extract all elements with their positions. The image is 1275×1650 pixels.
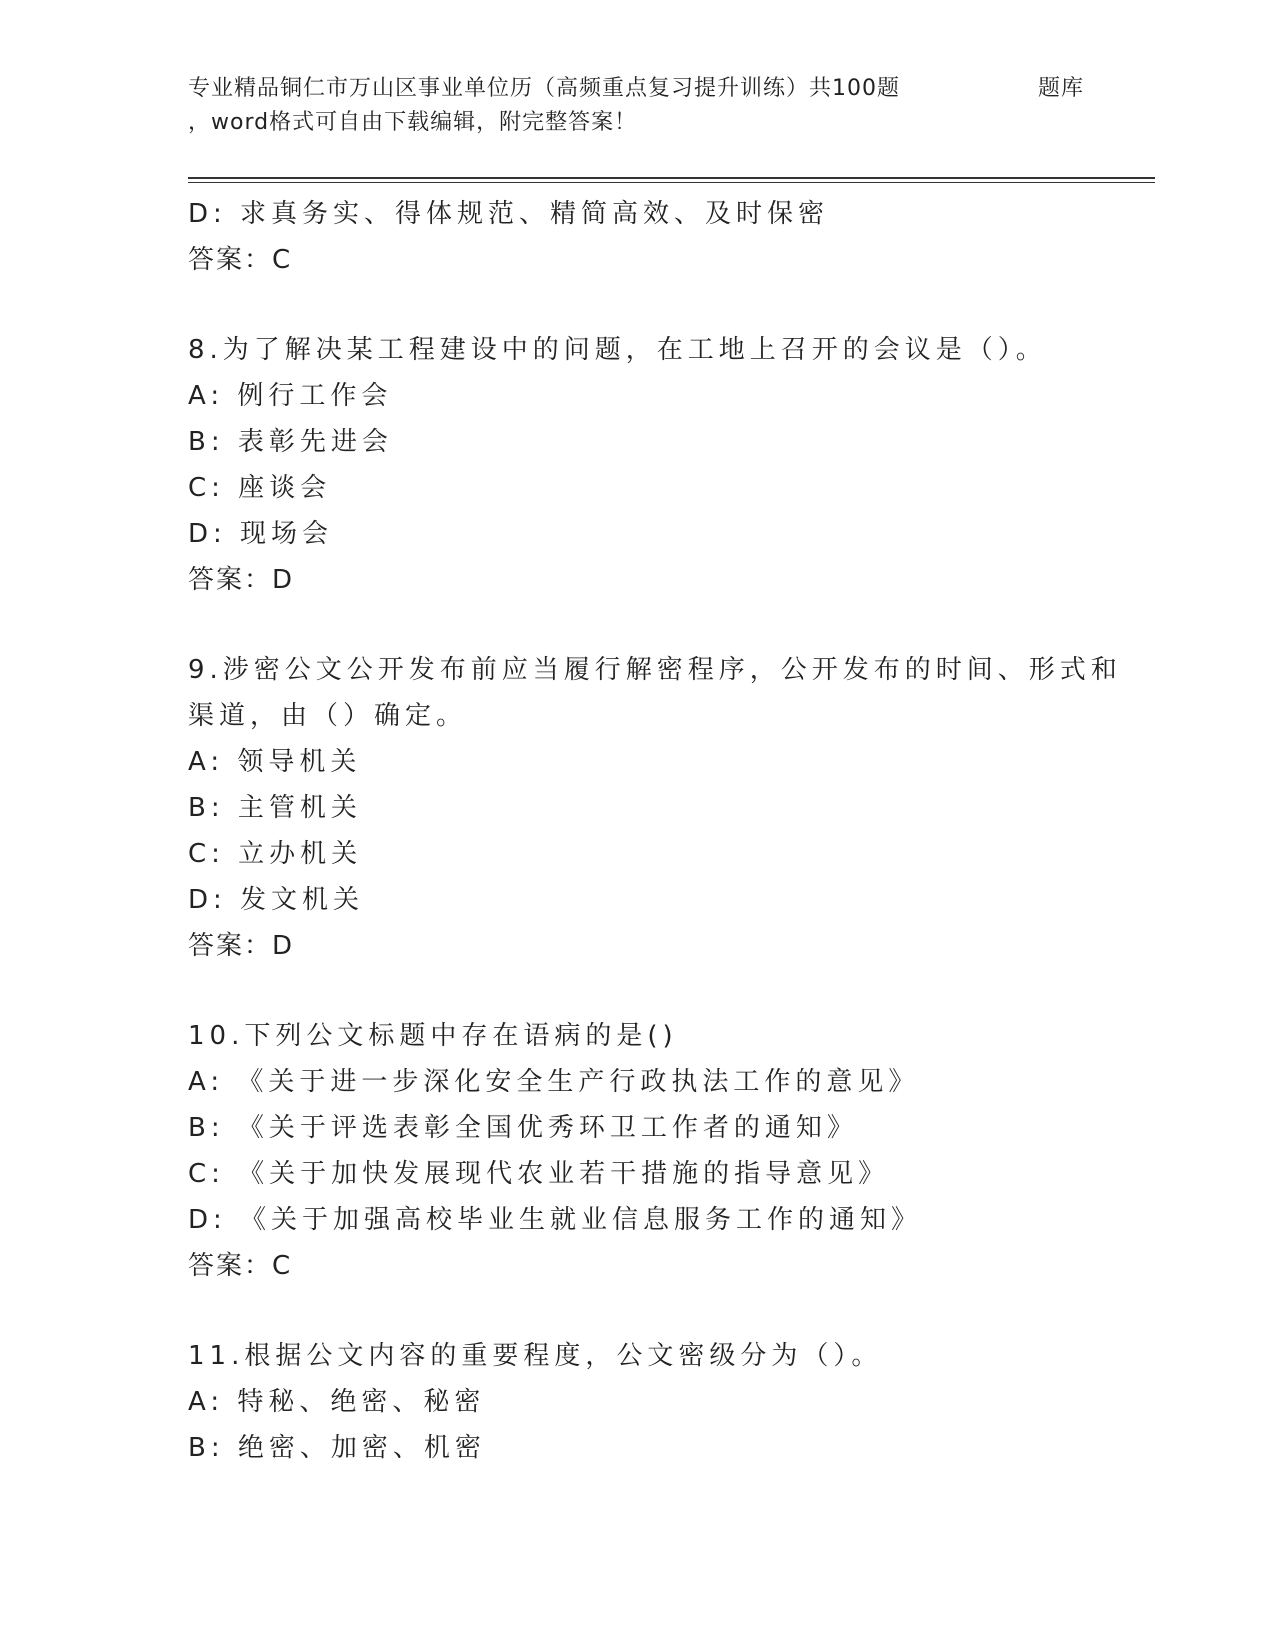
question-text: 渠道，由（）确定。	[188, 701, 468, 731]
option-line: C: 《关于加快发展现代农业若干措施的指导意见》	[188, 1159, 890, 1189]
question-text: 9.涉密公文公开发布前应当履行解密程序，公开发布的时间、形式和	[188, 655, 1122, 685]
option-line: C: 立办机关	[188, 839, 363, 869]
header-divider-thin	[188, 182, 1155, 183]
header-title: 专业精品铜仁市万山区事业单位历（高频重点复习提升训练）共100题	[188, 76, 900, 101]
option-line: B: 《关于评选表彰全国优秀环卫工作者的通知》	[188, 1113, 858, 1143]
answer-line: 答案：C	[188, 245, 293, 275]
question-block	[188, 327, 1088, 603]
question-block	[188, 1333, 1088, 1471]
block-spacer	[188, 603, 1088, 647]
header-divider-thick	[188, 177, 1155, 179]
option-line: D: 《关于加强高校毕业生就业信息服务工作的通知》	[188, 1205, 923, 1235]
answer-line: 答案：D	[188, 931, 295, 961]
question-block	[188, 1013, 1088, 1289]
block-spacer	[188, 283, 1088, 327]
document-body	[188, 191, 1122, 1471]
header-subtitle: ，word格式可自由下载编辑，附完整答案！	[188, 110, 638, 135]
option-line: B: 表彰先进会	[188, 427, 393, 457]
block-spacer	[188, 1289, 1088, 1333]
header-line-2	[188, 106, 1148, 140]
option-line: A: 《关于进一步深化安全生产行政执法工作的意见》	[188, 1067, 920, 1097]
option-line: D: 现场会	[188, 519, 334, 549]
question-text: 8.为了解决某工程建设中的问题，在工地上召开的会议是（）。	[188, 335, 1047, 365]
header-tag: 题库	[1038, 76, 1085, 101]
option-line: A: 领导机关	[188, 747, 362, 777]
question-text: 10.下列公文标题中存在语病的是()	[188, 1021, 678, 1051]
question-block	[188, 191, 1088, 283]
option-line: D: 求真务实、得体规范、精简高效、及时保密	[188, 199, 830, 229]
question-block	[188, 647, 1122, 969]
option-line: B: 主管机关	[188, 793, 362, 823]
option-line: A: 例行工作会	[188, 381, 393, 411]
option-line: A: 特秘、绝密、秘密	[188, 1387, 486, 1417]
option-line: C: 座谈会	[188, 473, 332, 503]
header-line-1	[188, 72, 1148, 106]
block-spacer	[188, 969, 1088, 1013]
answer-line: 答案：D	[188, 565, 295, 595]
question-text: 11.根据公文内容的重要程度，公文密级分为（）。	[188, 1341, 883, 1371]
option-line: B: 绝密、加密、机密	[188, 1433, 486, 1463]
option-line: D: 发文机关	[188, 885, 365, 915]
answer-line: 答案：C	[188, 1251, 293, 1281]
document-header	[188, 72, 1148, 140]
